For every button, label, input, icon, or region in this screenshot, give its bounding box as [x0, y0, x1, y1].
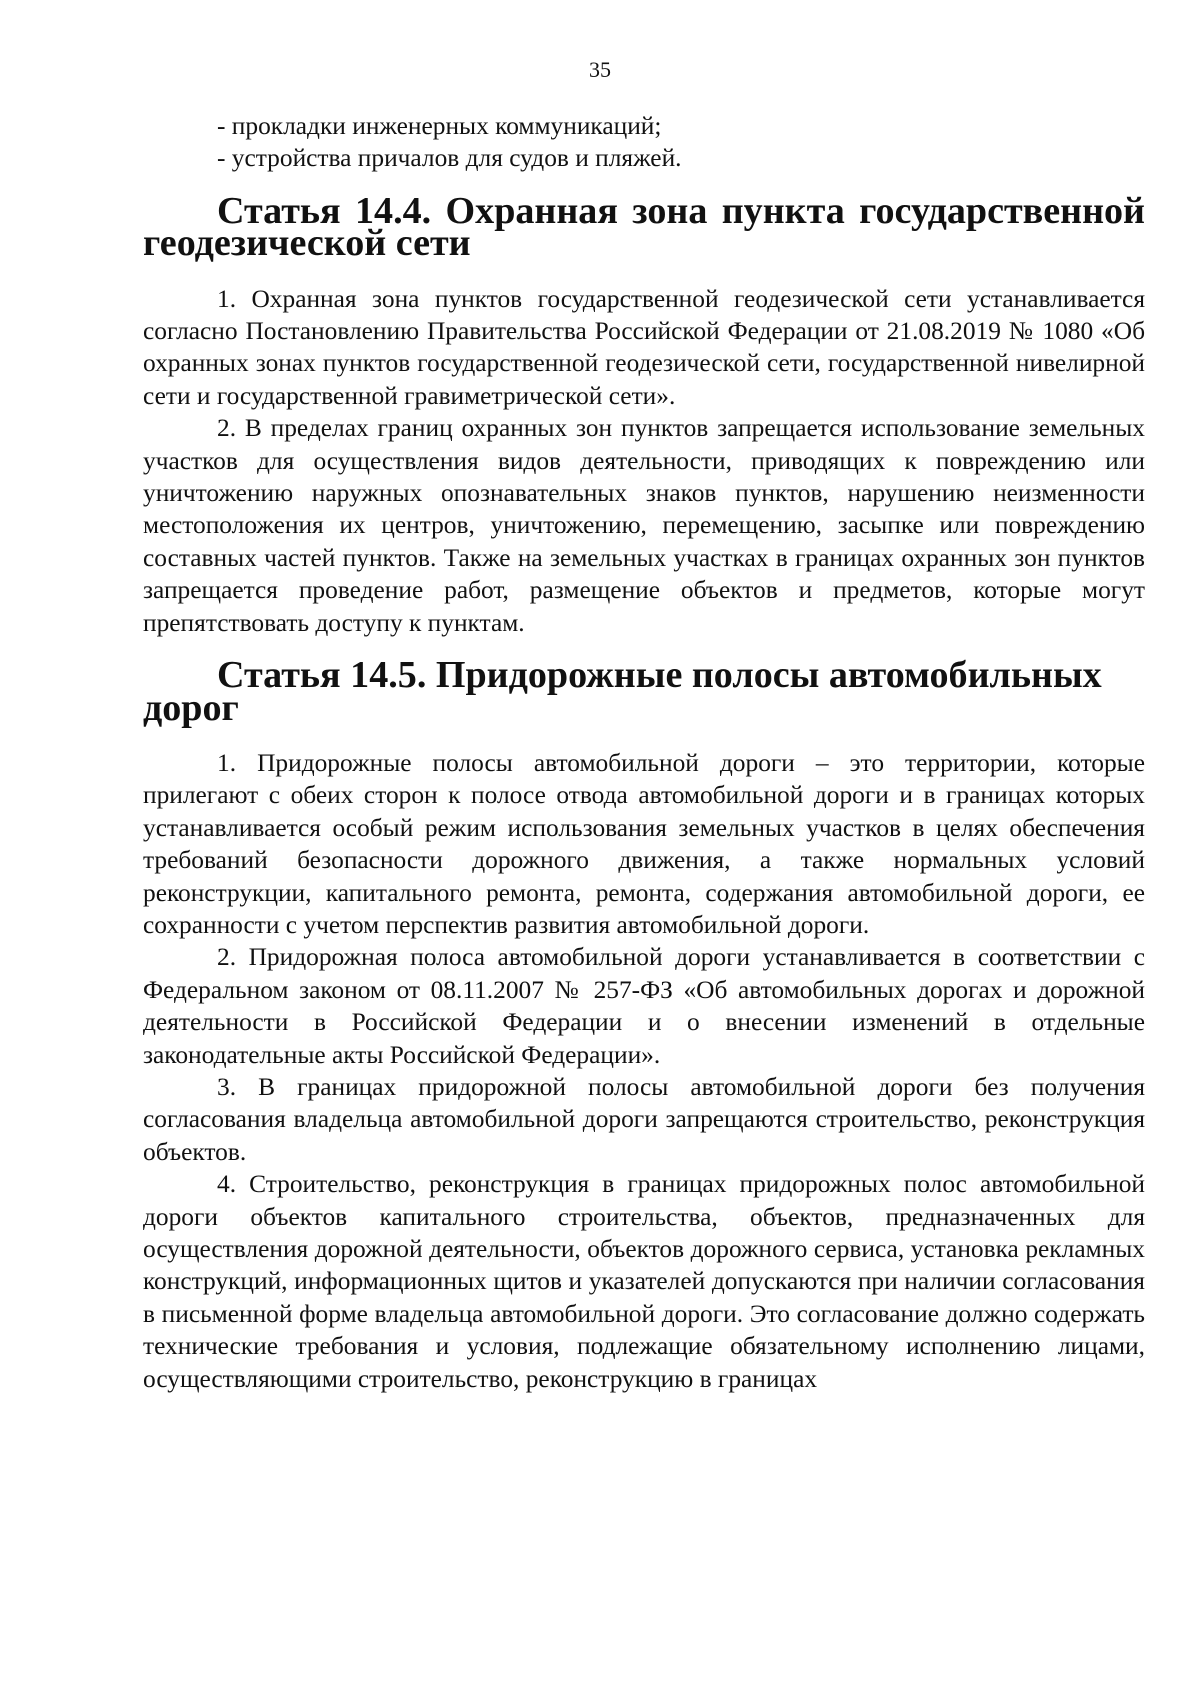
article-14-4-title: Статья 14.4. Охранная зона пункта государственной геодезической сети — [143, 189, 1145, 265]
page-number: 35 — [589, 57, 611, 82]
article-14-5-title: Статья 14.5. Придорожные полосы автомобильных дорог — [143, 654, 1102, 729]
list-item-moorings-beaches: - устройства причалов для судов и пляжей. — [217, 144, 682, 173]
article-14-5-paragraph-3: 3. В границах придорожной полосы автомобильной дороги без получения согласования владельца автомобильной дороги запрещаются строительство, реконструкция объектов. — [143, 1072, 1145, 1166]
document-body — [143, 110, 1145, 1395]
article-14-5-paragraph-2: 2. Придорожная полоса автомобильной дороги устанавливается в соответствии с Федеральном законом от 08.11.2007 № 257-ФЗ «Об автомобильных дорогах и дорожной деятельности в Российской Федерации и о внесении изменений в отдельные законодательные акты Российской Федерации». — [143, 943, 1145, 1069]
list-item-engineering-communications: - прокладки инженерных коммуникаций; — [217, 112, 662, 140]
article-14-4-paragraph-2: 2. В пределах границ охранных зон пунктов запрещается использование земельных участков для осуществления видов деятельности, приводящих к повреждению или уничтожению наружных опознавательных знаков пунктов, нарушению неизменности местоположения их центров, уничтожению, перемещению, засыпке или повреждению составных частей пунктов. Также на земельных участках в границах охранных зон пунктов запрещается проведение работ, размещение объектов и предметов, которые могут препятствовать доступу к пунктам. — [143, 414, 1145, 637]
article-14-5-paragraph-1: 1. Придорожные полосы автомобильной дороги – это территории, которые прилегают с обеих сторон к полосе отвода автомобильной дороги и в границах которых устанавливается особый режим использования земельных участков в целях обеспечения требований безопасности дорожного движения, а также нормальных условий реконструкции, капитального ремонта, ремонта, содержания автомобильной дороги, ее сохранности с учетом перспектив развития автомобильной дороги. — [143, 748, 1145, 939]
article-14-4-paragraph-1: 1. Охранная зона пунктов государственной геодезической сети устанавливается согласно Постановлению Правительства Российской Федерации от 21.08.2019 № 1080 «Об охранных зонах пунктов государственной геодезической сети, государственной нивелирной сети и государственной гравиметрической сети». — [143, 284, 1145, 410]
article-14-5-paragraph-4: 4. Строительство, реконструкция в границах придорожных полос автомобильной дороги объектов капитального строительства, объектов, предназначенных для осуществления дорожной деятельности, объектов дорожного сервиса, установка рекламных конструкций, информационных щитов и указателей допускаются при наличии согласования в письменной форме владельца автомобильной дороги. Это согласование должно содержать технические требования и условия, подлежащие обязательному исполнению лицами, осуществляющими строительство, реконструкцию в границах — [143, 1170, 1145, 1393]
